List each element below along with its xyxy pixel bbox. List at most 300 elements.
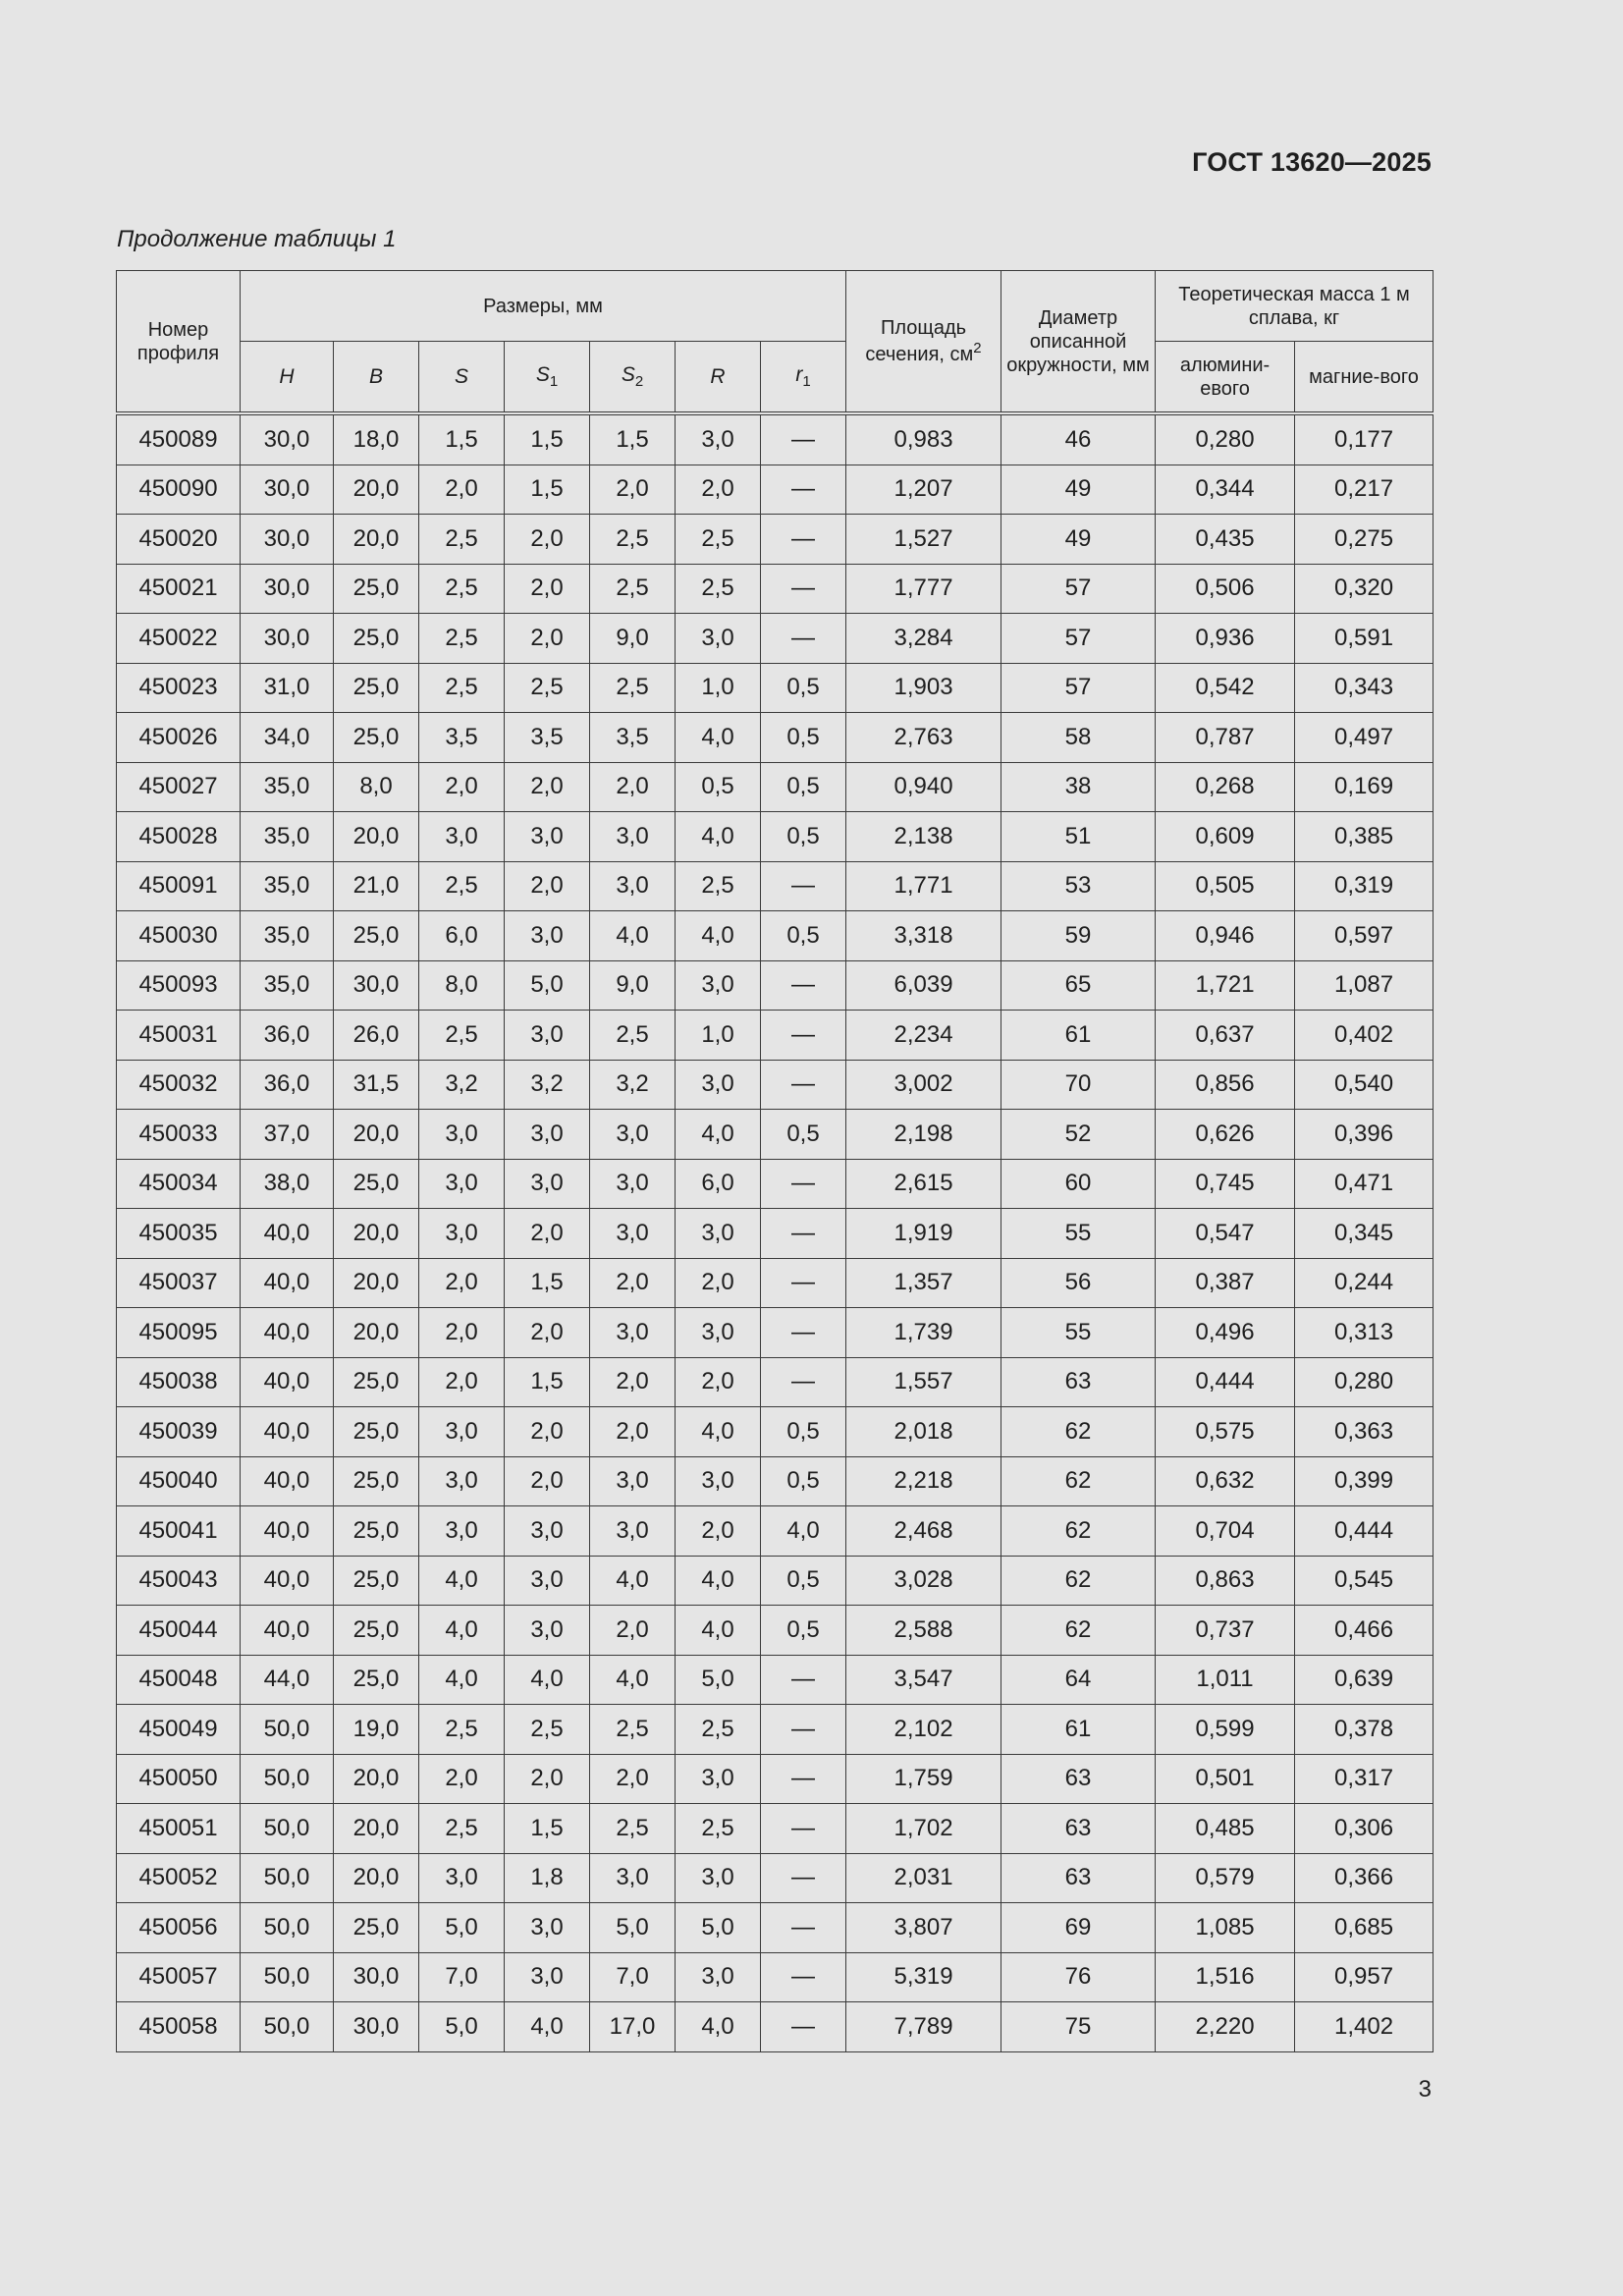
table-row bbox=[117, 1258, 1434, 1308]
s2-value: 2,5 bbox=[590, 663, 676, 713]
profile-number: 450030 bbox=[117, 911, 241, 961]
r-value: 3,0 bbox=[676, 1060, 761, 1110]
r-value: 2,0 bbox=[676, 465, 761, 515]
s-value: 3,0 bbox=[419, 1456, 505, 1506]
r1-value: — bbox=[761, 1258, 846, 1308]
table-row bbox=[117, 1407, 1434, 1457]
aluminum-mass-value: 0,496 bbox=[1156, 1308, 1295, 1358]
s2-value: 5,0 bbox=[590, 1903, 676, 1953]
b-value: 25,0 bbox=[334, 1556, 419, 1606]
magnesium-mass-value: 1,402 bbox=[1295, 2002, 1434, 2052]
s2-value: 2,5 bbox=[590, 1705, 676, 1755]
magnesium-mass-value: 0,545 bbox=[1295, 1556, 1434, 1606]
magnesium-mass-value: 0,444 bbox=[1295, 1506, 1434, 1557]
table-row bbox=[117, 465, 1434, 515]
profile-number: 450028 bbox=[117, 812, 241, 862]
s-value: 2,0 bbox=[419, 762, 505, 812]
r-value: 4,0 bbox=[676, 1110, 761, 1160]
magnesium-mass-value: 0,244 bbox=[1295, 1258, 1434, 1308]
r1-value: — bbox=[761, 1853, 846, 1903]
r1-subscript: 1 bbox=[802, 373, 811, 390]
table-row bbox=[117, 1159, 1434, 1209]
diameter-value: 51 bbox=[1001, 812, 1156, 862]
r-value: 3,0 bbox=[676, 614, 761, 664]
r1-value: 0,5 bbox=[761, 812, 846, 862]
h-value: 40,0 bbox=[241, 1456, 334, 1506]
magnesium-mass-value: 0,540 bbox=[1295, 1060, 1434, 1110]
aluminum-mass-value: 0,542 bbox=[1156, 663, 1295, 713]
h-value: 50,0 bbox=[241, 1853, 334, 1903]
s1-value: 1,5 bbox=[505, 465, 590, 515]
table-row bbox=[117, 515, 1434, 565]
s2-value: 3,0 bbox=[590, 1456, 676, 1506]
table-row bbox=[117, 413, 1434, 465]
h-value: 30,0 bbox=[241, 413, 334, 465]
s2-value: 4,0 bbox=[590, 911, 676, 961]
diameter-value: 69 bbox=[1001, 1903, 1156, 1953]
s1-value: 3,0 bbox=[505, 1556, 590, 1606]
diameter-value: 62 bbox=[1001, 1407, 1156, 1457]
diameter-value: 63 bbox=[1001, 1754, 1156, 1804]
header-dimensions: Размеры, мм bbox=[241, 271, 846, 342]
header-s1 bbox=[505, 342, 590, 414]
diameter-value: 57 bbox=[1001, 663, 1156, 713]
r-value: 0,5 bbox=[676, 762, 761, 812]
r1-value: 0,5 bbox=[761, 1606, 846, 1656]
s2-value: 4,0 bbox=[590, 1556, 676, 1606]
aluminum-mass-value: 0,704 bbox=[1156, 1506, 1295, 1557]
area-value: 3,002 bbox=[846, 1060, 1001, 1110]
h-value: 35,0 bbox=[241, 960, 334, 1011]
aluminum-mass-value: 0,280 bbox=[1156, 413, 1295, 465]
h-value: 30,0 bbox=[241, 515, 334, 565]
s2-value: 2,0 bbox=[590, 465, 676, 515]
b-value: 19,0 bbox=[334, 1705, 419, 1755]
s-value: 2,0 bbox=[419, 1754, 505, 1804]
magnesium-mass-value: 0,402 bbox=[1295, 1011, 1434, 1061]
r1-value: — bbox=[761, 861, 846, 911]
r1-value: 0,5 bbox=[761, 1456, 846, 1506]
s1-value: 2,0 bbox=[505, 564, 590, 614]
s1-value: 2,0 bbox=[505, 762, 590, 812]
r-value: 3,0 bbox=[676, 1952, 761, 2002]
area-value: 1,702 bbox=[846, 1804, 1001, 1854]
magnesium-mass-value: 0,363 bbox=[1295, 1407, 1434, 1457]
area-value: 6,039 bbox=[846, 960, 1001, 1011]
h-value: 40,0 bbox=[241, 1506, 334, 1557]
b-value: 25,0 bbox=[334, 564, 419, 614]
h-value: 37,0 bbox=[241, 1110, 334, 1160]
magnesium-mass-value: 0,497 bbox=[1295, 713, 1434, 763]
s-value: 2,0 bbox=[419, 1357, 505, 1407]
table-row bbox=[117, 1754, 1434, 1804]
s1-value: 4,0 bbox=[505, 1655, 590, 1705]
area-value: 0,940 bbox=[846, 762, 1001, 812]
profile-number: 450051 bbox=[117, 1804, 241, 1854]
r-value: 3,0 bbox=[676, 960, 761, 1011]
r-value: 2,0 bbox=[676, 1258, 761, 1308]
header-r: R bbox=[676, 342, 761, 414]
table-row bbox=[117, 861, 1434, 911]
r1-value: — bbox=[761, 413, 846, 465]
s1-value: 3,0 bbox=[505, 911, 590, 961]
area-value: 3,547 bbox=[846, 1655, 1001, 1705]
profile-number: 450022 bbox=[117, 614, 241, 664]
b-value: 20,0 bbox=[334, 1853, 419, 1903]
aluminum-mass-value: 0,344 bbox=[1156, 465, 1295, 515]
s2-value: 7,0 bbox=[590, 1952, 676, 2002]
r-value: 3,0 bbox=[676, 413, 761, 465]
profile-number: 450040 bbox=[117, 1456, 241, 1506]
area-value: 1,777 bbox=[846, 564, 1001, 614]
header-h: H bbox=[241, 342, 334, 414]
table-row bbox=[117, 1903, 1434, 1953]
b-value: 20,0 bbox=[334, 812, 419, 862]
magnesium-mass-value: 0,217 bbox=[1295, 465, 1434, 515]
aluminum-mass-value: 0,626 bbox=[1156, 1110, 1295, 1160]
s2-value: 3,0 bbox=[590, 1110, 676, 1160]
table-row bbox=[117, 1357, 1434, 1407]
table-row bbox=[117, 812, 1434, 862]
s1-value: 3,0 bbox=[505, 1952, 590, 2002]
s-value: 3,2 bbox=[419, 1060, 505, 1110]
header-s2 bbox=[590, 342, 676, 414]
diameter-value: 62 bbox=[1001, 1556, 1156, 1606]
aluminum-mass-value: 0,547 bbox=[1156, 1209, 1295, 1259]
header-s: S bbox=[419, 342, 505, 414]
b-value: 26,0 bbox=[334, 1011, 419, 1061]
r1-value: — bbox=[761, 564, 846, 614]
area-value: 7,789 bbox=[846, 2002, 1001, 2052]
h-value: 36,0 bbox=[241, 1011, 334, 1061]
profile-number: 450090 bbox=[117, 465, 241, 515]
s-value: 3,0 bbox=[419, 1159, 505, 1209]
area-value: 2,198 bbox=[846, 1110, 1001, 1160]
aluminum-mass-value: 0,787 bbox=[1156, 713, 1295, 763]
b-value: 20,0 bbox=[334, 1804, 419, 1854]
header-theoretical-mass: Теоретическая масса 1 м сплава, кг bbox=[1156, 271, 1434, 342]
b-value: 25,0 bbox=[334, 1456, 419, 1506]
r1-value: — bbox=[761, 1060, 846, 1110]
document-number: ГОСТ 13620—2025 bbox=[1192, 147, 1432, 177]
s1-value: 1,5 bbox=[505, 1258, 590, 1308]
diameter-value: 57 bbox=[1001, 564, 1156, 614]
s1-value: 1,5 bbox=[505, 1357, 590, 1407]
profile-number: 450095 bbox=[117, 1308, 241, 1358]
area-value: 3,318 bbox=[846, 911, 1001, 961]
area-unit-superscript: 2 bbox=[973, 340, 982, 356]
h-value: 30,0 bbox=[241, 465, 334, 515]
area-value: 1,207 bbox=[846, 465, 1001, 515]
area-value: 1,557 bbox=[846, 1357, 1001, 1407]
s2-value: 2,0 bbox=[590, 762, 676, 812]
s-value: 3,0 bbox=[419, 1110, 505, 1160]
diameter-value: 64 bbox=[1001, 1655, 1156, 1705]
table-row bbox=[117, 1209, 1434, 1259]
s2-value: 2,5 bbox=[590, 1804, 676, 1854]
s1-value: 1,5 bbox=[505, 1804, 590, 1854]
table-row bbox=[117, 1804, 1434, 1854]
h-value: 50,0 bbox=[241, 1804, 334, 1854]
magnesium-mass-value: 0,591 bbox=[1295, 614, 1434, 664]
s1-value: 3,0 bbox=[505, 1506, 590, 1557]
s1-subscript: 1 bbox=[549, 373, 559, 390]
magnesium-mass-value: 0,399 bbox=[1295, 1456, 1434, 1506]
s2-value: 3,0 bbox=[590, 861, 676, 911]
profile-number: 450037 bbox=[117, 1258, 241, 1308]
r-value: 4,0 bbox=[676, 1556, 761, 1606]
s1-value: 1,5 bbox=[505, 413, 590, 465]
diameter-value: 60 bbox=[1001, 1159, 1156, 1209]
table-row bbox=[117, 911, 1434, 961]
magnesium-mass-value: 0,466 bbox=[1295, 1606, 1434, 1656]
diameter-value: 53 bbox=[1001, 861, 1156, 911]
r1-value: — bbox=[761, 1159, 846, 1209]
s1-value: 2,0 bbox=[505, 1407, 590, 1457]
r1-value: — bbox=[761, 465, 846, 515]
h-value: 50,0 bbox=[241, 1754, 334, 1804]
diameter-value: 46 bbox=[1001, 413, 1156, 465]
b-value: 25,0 bbox=[334, 663, 419, 713]
b-value: 25,0 bbox=[334, 1407, 419, 1457]
s2-base: S bbox=[621, 363, 635, 386]
s2-value: 9,0 bbox=[590, 614, 676, 664]
h-value: 38,0 bbox=[241, 1159, 334, 1209]
r1-value: 0,5 bbox=[761, 911, 846, 961]
table-caption: Продолжение таблицы 1 bbox=[117, 226, 397, 252]
table-row bbox=[117, 2002, 1434, 2052]
s-value: 2,5 bbox=[419, 861, 505, 911]
diameter-value: 55 bbox=[1001, 1308, 1156, 1358]
profile-number: 450044 bbox=[117, 1606, 241, 1656]
r-value: 3,0 bbox=[676, 1456, 761, 1506]
b-value: 20,0 bbox=[334, 515, 419, 565]
r1-value: 0,5 bbox=[761, 1110, 846, 1160]
area-value: 3,028 bbox=[846, 1556, 1001, 1606]
s1-value: 4,0 bbox=[505, 2002, 590, 2052]
s-value: 2,5 bbox=[419, 1705, 505, 1755]
diameter-value: 63 bbox=[1001, 1804, 1156, 1854]
aluminum-mass-value: 0,485 bbox=[1156, 1804, 1295, 1854]
h-value: 40,0 bbox=[241, 1209, 334, 1259]
header-cross-section-area bbox=[846, 271, 1001, 414]
area-value: 1,739 bbox=[846, 1308, 1001, 1358]
page-number: 3 bbox=[1418, 2076, 1432, 2103]
r-value: 3,0 bbox=[676, 1209, 761, 1259]
area-value: 0,983 bbox=[846, 413, 1001, 465]
magnesium-mass-value: 0,366 bbox=[1295, 1853, 1434, 1903]
aluminum-mass-value: 0,444 bbox=[1156, 1357, 1295, 1407]
profile-number: 450033 bbox=[117, 1110, 241, 1160]
s-value: 2,5 bbox=[419, 614, 505, 664]
area-value: 2,102 bbox=[846, 1705, 1001, 1755]
r1-value: — bbox=[761, 1754, 846, 1804]
s2-value: 3,0 bbox=[590, 1853, 676, 1903]
table-row bbox=[117, 1606, 1434, 1656]
s1-value: 3,0 bbox=[505, 1110, 590, 1160]
h-value: 40,0 bbox=[241, 1407, 334, 1457]
table-row bbox=[117, 1705, 1434, 1755]
aluminum-mass-value: 0,599 bbox=[1156, 1705, 1295, 1755]
r1-value: 0,5 bbox=[761, 1407, 846, 1457]
b-value: 20,0 bbox=[334, 465, 419, 515]
b-value: 25,0 bbox=[334, 1357, 419, 1407]
b-value: 8,0 bbox=[334, 762, 419, 812]
magnesium-mass-value: 0,343 bbox=[1295, 663, 1434, 713]
b-value: 30,0 bbox=[334, 1952, 419, 2002]
aluminum-mass-value: 1,721 bbox=[1156, 960, 1295, 1011]
s1-value: 2,0 bbox=[505, 1209, 590, 1259]
aluminum-mass-value: 1,085 bbox=[1156, 1903, 1295, 1953]
profile-number: 450023 bbox=[117, 663, 241, 713]
s2-value: 3,2 bbox=[590, 1060, 676, 1110]
magnesium-mass-value: 0,471 bbox=[1295, 1159, 1434, 1209]
aluminum-mass-value: 0,863 bbox=[1156, 1556, 1295, 1606]
aluminum-mass-value: 0,637 bbox=[1156, 1011, 1295, 1061]
profile-number: 450027 bbox=[117, 762, 241, 812]
b-value: 20,0 bbox=[334, 1754, 419, 1804]
b-value: 30,0 bbox=[334, 2002, 419, 2052]
h-value: 35,0 bbox=[241, 861, 334, 911]
header-r1 bbox=[761, 342, 846, 414]
area-value: 1,759 bbox=[846, 1754, 1001, 1804]
s2-value: 2,5 bbox=[590, 515, 676, 565]
h-value: 36,0 bbox=[241, 1060, 334, 1110]
header-aluminum: алюмини-евого bbox=[1156, 342, 1295, 414]
h-value: 50,0 bbox=[241, 1705, 334, 1755]
s-value: 2,5 bbox=[419, 663, 505, 713]
magnesium-mass-value: 0,396 bbox=[1295, 1110, 1434, 1160]
profile-number: 450048 bbox=[117, 1655, 241, 1705]
profile-number: 450058 bbox=[117, 2002, 241, 2052]
h-value: 30,0 bbox=[241, 614, 334, 664]
magnesium-mass-value: 0,313 bbox=[1295, 1308, 1434, 1358]
s1-value: 3,0 bbox=[505, 1903, 590, 1953]
header-circumscribed-diameter: Диаметр описанной окружности, мм bbox=[1001, 271, 1156, 414]
magnesium-mass-value: 0,685 bbox=[1295, 1903, 1434, 1953]
s-value: 4,0 bbox=[419, 1655, 505, 1705]
diameter-value: 62 bbox=[1001, 1506, 1156, 1557]
profiles-table bbox=[116, 270, 1434, 2052]
r-value: 2,0 bbox=[676, 1357, 761, 1407]
area-value: 1,527 bbox=[846, 515, 1001, 565]
profile-number: 450035 bbox=[117, 1209, 241, 1259]
r-value: 4,0 bbox=[676, 1407, 761, 1457]
s2-value: 2,0 bbox=[590, 1754, 676, 1804]
r-value: 2,5 bbox=[676, 564, 761, 614]
area-value: 2,763 bbox=[846, 713, 1001, 763]
s-value: 3,0 bbox=[419, 1853, 505, 1903]
s1-value: 2,0 bbox=[505, 614, 590, 664]
diameter-value: 38 bbox=[1001, 762, 1156, 812]
table-body bbox=[117, 413, 1434, 2051]
table-row bbox=[117, 762, 1434, 812]
area-value: 2,588 bbox=[846, 1606, 1001, 1656]
r1-base: r bbox=[795, 363, 803, 386]
h-value: 50,0 bbox=[241, 1903, 334, 1953]
table-row bbox=[117, 1110, 1434, 1160]
s1-value: 3,0 bbox=[505, 812, 590, 862]
s-value: 3,0 bbox=[419, 1209, 505, 1259]
aluminum-mass-value: 0,505 bbox=[1156, 861, 1295, 911]
b-value: 25,0 bbox=[334, 614, 419, 664]
r-value: 3,0 bbox=[676, 1308, 761, 1358]
b-value: 30,0 bbox=[334, 960, 419, 1011]
diameter-value: 65 bbox=[1001, 960, 1156, 1011]
table-row bbox=[117, 1853, 1434, 1903]
s-value: 3,0 bbox=[419, 812, 505, 862]
table-row bbox=[117, 960, 1434, 1011]
table-header bbox=[117, 271, 1434, 414]
profile-number: 450057 bbox=[117, 1952, 241, 2002]
profile-number: 450038 bbox=[117, 1357, 241, 1407]
magnesium-mass-value: 0,306 bbox=[1295, 1804, 1434, 1854]
s-value: 8,0 bbox=[419, 960, 505, 1011]
s1-value: 2,0 bbox=[505, 515, 590, 565]
s2-value: 3,0 bbox=[590, 812, 676, 862]
s2-value: 2,0 bbox=[590, 1606, 676, 1656]
aluminum-mass-value: 2,220 bbox=[1156, 2002, 1295, 2052]
r-value: 5,0 bbox=[676, 1903, 761, 1953]
r-value: 2,5 bbox=[676, 1705, 761, 1755]
s1-value: 2,0 bbox=[505, 1308, 590, 1358]
aluminum-mass-value: 0,632 bbox=[1156, 1456, 1295, 1506]
s1-value: 2,5 bbox=[505, 1705, 590, 1755]
diameter-value: 70 bbox=[1001, 1060, 1156, 1110]
magnesium-mass-value: 0,280 bbox=[1295, 1357, 1434, 1407]
diameter-value: 63 bbox=[1001, 1853, 1156, 1903]
magnesium-mass-value: 0,320 bbox=[1295, 564, 1434, 614]
area-value: 2,468 bbox=[846, 1506, 1001, 1557]
s2-value: 2,0 bbox=[590, 1357, 676, 1407]
h-value: 50,0 bbox=[241, 2002, 334, 2052]
area-value: 1,919 bbox=[846, 1209, 1001, 1259]
magnesium-mass-value: 1,087 bbox=[1295, 960, 1434, 1011]
r-value: 3,0 bbox=[676, 1754, 761, 1804]
aluminum-mass-value: 0,501 bbox=[1156, 1754, 1295, 1804]
s-value: 2,0 bbox=[419, 1308, 505, 1358]
area-label: Площадь сечения, см bbox=[865, 317, 974, 365]
s2-value: 4,0 bbox=[590, 1655, 676, 1705]
r-value: 2,5 bbox=[676, 1804, 761, 1854]
aluminum-mass-value: 1,011 bbox=[1156, 1655, 1295, 1705]
s-value: 3,5 bbox=[419, 713, 505, 763]
s2-value: 3,5 bbox=[590, 713, 676, 763]
h-value: 35,0 bbox=[241, 762, 334, 812]
r1-value: — bbox=[761, 1952, 846, 2002]
h-value: 40,0 bbox=[241, 1357, 334, 1407]
profile-number: 450021 bbox=[117, 564, 241, 614]
s2-value: 9,0 bbox=[590, 960, 676, 1011]
diameter-value: 62 bbox=[1001, 1606, 1156, 1656]
s2-value: 2,0 bbox=[590, 1258, 676, 1308]
diameter-value: 49 bbox=[1001, 515, 1156, 565]
area-value: 5,319 bbox=[846, 1952, 1001, 2002]
area-value: 3,284 bbox=[846, 614, 1001, 664]
b-value: 31,5 bbox=[334, 1060, 419, 1110]
diameter-value: 57 bbox=[1001, 614, 1156, 664]
area-value: 2,234 bbox=[846, 1011, 1001, 1061]
s1-value: 1,8 bbox=[505, 1853, 590, 1903]
s-value: 2,5 bbox=[419, 515, 505, 565]
table-row bbox=[117, 1556, 1434, 1606]
area-value: 1,771 bbox=[846, 861, 1001, 911]
aluminum-mass-value: 0,435 bbox=[1156, 515, 1295, 565]
diameter-value: 76 bbox=[1001, 1952, 1156, 2002]
r1-value: 0,5 bbox=[761, 762, 846, 812]
s1-value: 5,0 bbox=[505, 960, 590, 1011]
h-value: 35,0 bbox=[241, 812, 334, 862]
